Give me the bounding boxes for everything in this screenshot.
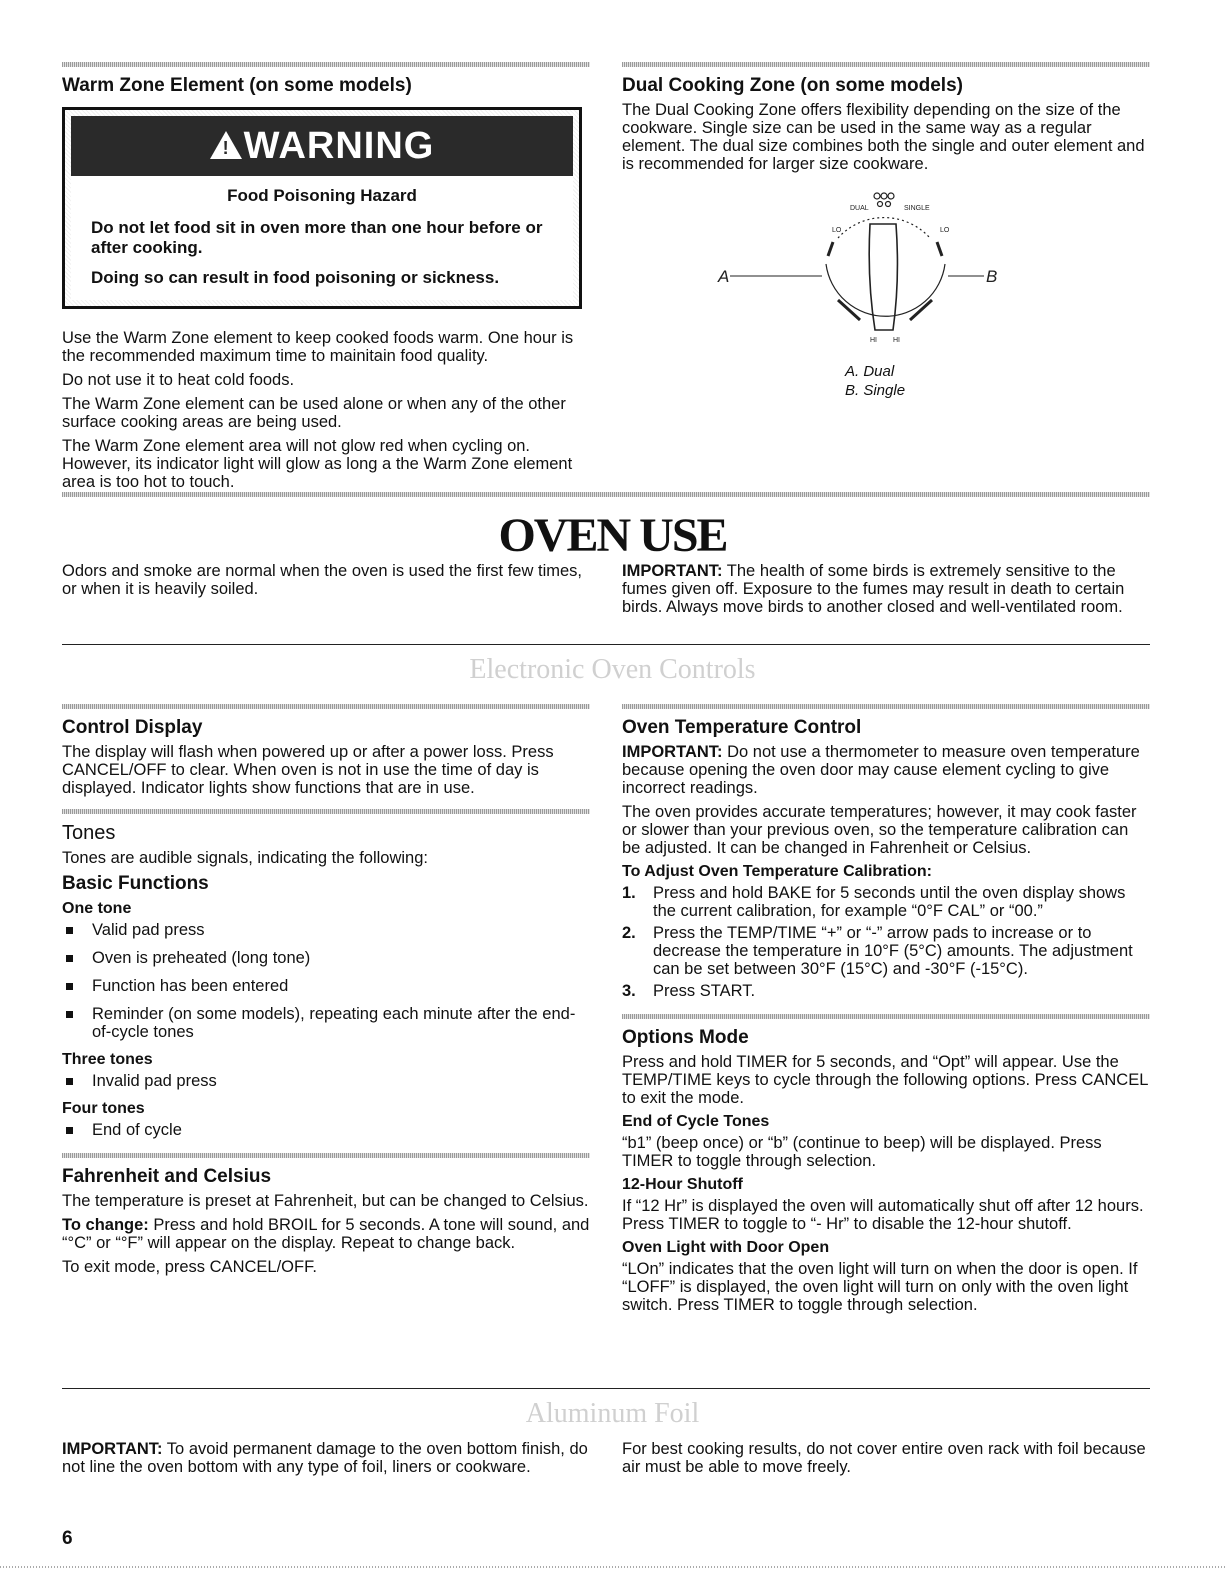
list-item: End of cycle	[62, 1121, 590, 1139]
important-text: The health of some birds is extremely sensitive to the fumes given off. Exposure to the fumes may result in death to certain birds. Always move birds to another closed and well-ventilated room.	[622, 562, 1125, 616]
step-item	[622, 924, 1150, 978]
important-text: Do not use a thermometer to measure oven temperature because opening the oven door may cause element cycling to give incorrect readings.	[622, 743, 1140, 797]
label-hi-left: HI	[870, 337, 877, 344]
oven-light-heading: Oven Light with Door Open	[622, 1239, 830, 1256]
important-text: To avoid permanent damage to the oven bottom finish, do not line the oven bottom with any type of foil, liners or cookware.	[62, 1440, 588, 1476]
warm-zone-section	[62, 62, 590, 497]
important-label: IMPORTANT:	[62, 1440, 163, 1458]
page-number: 6	[62, 1528, 73, 1549]
to-change-paragraph	[62, 1216, 590, 1252]
oven-use-important	[622, 562, 1150, 616]
dual-zone-heading: Dual Cooking Zone (on some models)	[622, 75, 963, 96]
list-item: Function has been entered	[62, 977, 590, 995]
four-tones-heading: Four tones	[62, 1100, 145, 1117]
label-lo-left: LO	[832, 227, 842, 234]
section-divider	[62, 1153, 590, 1158]
electronic-controls-title: Electronic Oven Controls	[469, 654, 756, 685]
options-mode-heading: Options Mode	[622, 1027, 749, 1048]
basic-functions-heading: Basic Functions	[62, 873, 209, 894]
caption-dual: A. Dual	[845, 363, 895, 380]
step-item	[622, 982, 1150, 1000]
warm-zone-paragraph: The Warm Zone element can be used alone or when any of the other surface cooking areas are being used.	[62, 395, 566, 431]
warning-text-2: Doing so can result in food poisoning or sickness.	[91, 268, 500, 287]
section-rule	[62, 644, 1150, 645]
step-text: Press START.	[653, 982, 756, 1000]
oven-temp-heading: Oven Temperature Control	[622, 717, 862, 738]
control-display-paragraph: The display will flash when powered up or after a power loss. Press CANCEL/OFF to clear. When oven is not in use the time of day is displayed. Indicator lights show functions that are in use.	[62, 743, 554, 797]
oven-temp-important	[622, 743, 1150, 797]
warm-zone-heading: Warm Zone Element (on some models)	[62, 75, 412, 96]
important-label: IMPORTANT:	[622, 562, 723, 580]
page-bottom-border	[0, 1566, 1225, 1568]
fahrenheit-heading: Fahrenheit and Celsius	[62, 1166, 272, 1187]
aluminum-foil-title: Aluminum Foil	[525, 1398, 700, 1429]
fahrenheit-paragraph: The temperature is preset at Fahrenheit, but can be changed to Celsius.	[62, 1192, 589, 1210]
warning-title: Food Poisoning Hazard	[227, 186, 417, 205]
calibration-heading: To Adjust Oven Temperature Calibration:	[622, 863, 932, 880]
shutoff-paragraph: If “12 Hr” is displayed the oven will automatically shut off after 12 hours. Press TIMER to toggle to “- Hr” to disable the 12-hour shutoff.	[622, 1197, 1144, 1233]
section-divider	[62, 62, 590, 67]
section-divider	[62, 704, 590, 709]
tones-paragraph: Tones are audible signals, indicating the following:	[62, 849, 428, 867]
foil-right	[622, 1440, 1150, 1482]
one-tone-heading: One tone	[62, 900, 132, 917]
step-text: Press the TEMP/TIME “+” or “-” arrow pads to increase or to decrease the temperature in 10°F (5°C) amounts. The adjustment can be set between 30°F (15°C) and -30°F (-15°C).	[653, 924, 1133, 978]
dual-zone-section	[622, 62, 1150, 179]
warning-body	[71, 176, 573, 300]
oven-use-title: OVEN USE	[498, 509, 727, 562]
oven-use-paragraph: Odors and smoke are normal when the oven is used the first few times, or when it is heavily soiled.	[62, 562, 582, 598]
options-mode-paragraph: Press and hold TIMER for 5 seconds, and “Opt” will appear. Use the TEMP/TIME keys to cycle through the following options. Press CANCEL to exit the mode.	[622, 1053, 1148, 1107]
label-dual: DUAL	[850, 205, 869, 212]
oven-light-paragraph: “LOn” indicates that the oven light will turn on when the door is open. If “LOFF” is displayed, the oven light will turn on only with the oven light switch. Press TIMER to toggle through selection.	[622, 1260, 1138, 1314]
warning-text-1: Do not let food sit in oven more than one hour before or after cooking.	[91, 218, 543, 257]
section-divider	[622, 1014, 1150, 1019]
list-item: Reminder (on some models), repeating each minute after the end-of-cycle tones	[62, 1005, 590, 1041]
label-single: SINGLE	[904, 205, 930, 212]
end-of-cycle-heading: End of Cycle Tones	[622, 1113, 770, 1130]
marker-a: A	[718, 267, 730, 286]
section-divider	[622, 62, 1150, 67]
step-number: 1.	[622, 884, 636, 902]
list-item: Oven is preheated (long tone)	[62, 949, 590, 967]
control-display-heading: Control Display	[62, 717, 203, 738]
warning-triangle-icon: !	[210, 131, 242, 159]
exit-mode-paragraph: To exit mode, press CANCEL/OFF.	[62, 1258, 317, 1276]
step-number: 3.	[622, 982, 636, 1000]
list-item: Valid pad press	[62, 921, 590, 939]
foil-left	[62, 1440, 590, 1482]
dual-zone-paragraph: The Dual Cooking Zone offers flexibility depending on the size of the cookware. Single size can be used in the same way as a regular element. The dual size combines both the single and outer element and is recommended for larger size cookware.	[622, 101, 1145, 173]
tones-heading: Tones	[62, 822, 116, 844]
warning-header	[71, 116, 573, 176]
step-text: Press and hold BAKE for 5 seconds until the oven display shows the current calibration, for example “0°F CAL” or “00.”	[653, 884, 1126, 920]
label-hi-right: HI	[893, 337, 900, 344]
label-lo-right: LO	[940, 227, 950, 234]
marker-b: B	[986, 267, 998, 286]
foil-important	[62, 1440, 590, 1476]
controls-right-column	[622, 704, 1150, 1320]
step-item	[622, 884, 1150, 920]
section-rule	[62, 1388, 1150, 1389]
section-divider	[62, 809, 590, 814]
caption-single: B. Single	[845, 382, 906, 399]
calibration-steps	[622, 884, 1150, 1000]
to-change-label: To change:	[62, 1216, 149, 1234]
warm-zone-paragraph: Do not use it to heat cold foods.	[62, 371, 295, 389]
oven-use-right	[622, 562, 1150, 622]
end-of-cycle-paragraph: “b1” (beep once) or “b” (continue to beep) will be displayed. Press TIMER to toggle through selection.	[622, 1134, 1102, 1170]
section-divider	[622, 704, 1150, 709]
shutoff-heading: 12-Hour Shutoff	[622, 1176, 743, 1193]
warning-header-text: WARNING	[243, 125, 435, 167]
controls-left-column	[62, 704, 590, 1282]
section-divider	[62, 492, 1150, 497]
three-tones-heading: Three tones	[62, 1051, 153, 1068]
foil-paragraph: For best cooking results, do not cover entire oven rack with foil because air must be able to move freely.	[622, 1440, 1146, 1476]
list-item: Invalid pad press	[62, 1072, 590, 1090]
warm-zone-paragraph: Use the Warm Zone element to keep cooked foods warm. One hour is the recommended maximum time to mainitain food quality.	[62, 329, 574, 365]
to-change-text: Press and hold BROIL for 5 seconds. A tone will sound, and “°C” or “°F” will appear on the display. Repeat to change back.	[62, 1216, 590, 1252]
warning-box	[62, 107, 582, 309]
oven-temp-paragraph: The oven provides accurate temperatures; however, it may cook faster or slower than your previous oven, so the temperature calibration can be adjusted. It can be changed in Fahrenheit or Celsius.	[622, 803, 1137, 857]
four-tones-list	[62, 1121, 590, 1139]
oven-use-left	[62, 562, 590, 604]
three-tones-list	[62, 1072, 590, 1090]
diagram-captions	[845, 362, 905, 400]
one-tone-list	[62, 921, 590, 1041]
important-label: IMPORTANT:	[622, 743, 723, 761]
step-number: 2.	[622, 924, 636, 942]
warm-zone-paragraph: The Warm Zone element area will not glow red when cycling on. However, its indicator light will glow as long a the Warm Zone element area is too hot to touch.	[62, 437, 573, 491]
